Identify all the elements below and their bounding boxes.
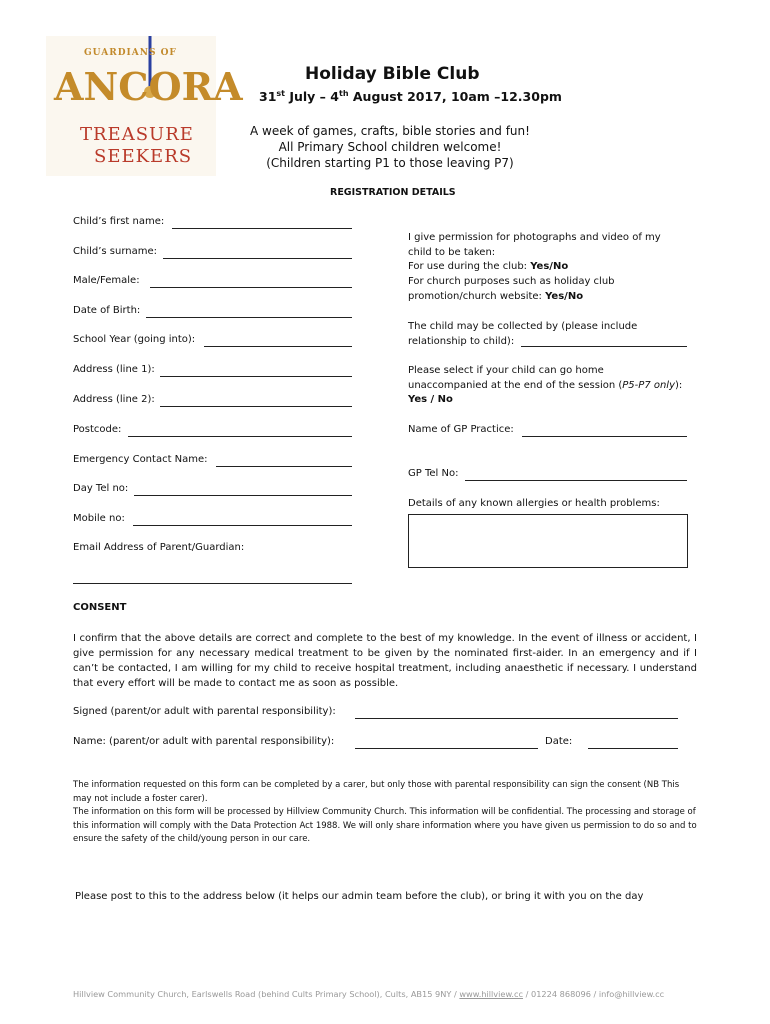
information-notes bbox=[73, 779, 697, 847]
collect-line-2: relationship to child): bbox=[408, 335, 515, 347]
label-postcode: Postcode: bbox=[73, 424, 122, 435]
consent-paragraph: I confirm that the above details are correct and complete to the best of my knowledge. In the event of illness or accident, I give permission for any necessary medical treatment to be given by the nominated first-aider. In an emergency and if I can’t be contacted, I am willing for my child to receive hospital treatment, including anaesthetic if necessary. I understand that every effort will be made to contact me as soon as possible. bbox=[73, 633, 697, 689]
label-school-year: School Year (going into): bbox=[73, 334, 196, 345]
photo-club-choice[interactable]: Yes/No bbox=[530, 261, 569, 273]
label-surname: Child’s surname: bbox=[73, 246, 158, 257]
input-date[interactable] bbox=[588, 748, 678, 749]
photo-church-choice[interactable]: Yes/No bbox=[545, 290, 584, 302]
input-surname[interactable] bbox=[163, 258, 352, 259]
footer bbox=[73, 989, 664, 999]
page-title: Holiday Bible Club bbox=[305, 64, 480, 84]
intro-line-3: (Children starting P1 to those leaving P7) bbox=[266, 156, 514, 170]
label-gp-practice: Name of GP Practice: bbox=[408, 424, 514, 435]
photo-line-5 bbox=[408, 290, 661, 305]
intro-line-1: A week of games, crafts, bible stories and fun! bbox=[250, 124, 530, 138]
label-address-2: Address (line 2): bbox=[73, 394, 155, 405]
input-day-tel[interactable] bbox=[134, 495, 352, 496]
post-note: Please post to this to the address below (it helps our admin team before the club), or bring it with you on the day bbox=[75, 891, 644, 902]
label-emergency-contact: Emergency Contact Name: bbox=[73, 454, 208, 465]
input-address-1[interactable] bbox=[160, 376, 352, 377]
label-date: Date: bbox=[545, 736, 573, 747]
date-sup-st: st bbox=[276, 89, 285, 98]
input-gender[interactable] bbox=[150, 287, 352, 288]
input-dob[interactable] bbox=[146, 317, 352, 318]
collection-permission bbox=[408, 320, 637, 349]
input-emergency-contact[interactable] bbox=[216, 466, 352, 467]
date-day-start: 31 bbox=[259, 89, 277, 105]
home-line-2-end: ): bbox=[675, 379, 683, 391]
logo-text-ancora: ANCORA bbox=[54, 64, 243, 109]
intro-line-2: All Primary School children welcome! bbox=[278, 140, 502, 154]
photo-church-label: promotion/church website: bbox=[408, 290, 546, 302]
label-first-name: Child’s first name: bbox=[73, 216, 165, 227]
input-name[interactable] bbox=[355, 748, 538, 749]
input-collected-by[interactable] bbox=[521, 346, 687, 347]
label-address-1: Address (line 1): bbox=[73, 364, 155, 375]
photo-permission bbox=[408, 231, 661, 305]
input-school-year[interactable] bbox=[204, 346, 352, 347]
club-logo bbox=[46, 36, 243, 176]
footer-address: Hillview Community Church, Earlswells Road (behind Cults Primary School), Cults, AB15 9NY / bbox=[73, 989, 460, 999]
home-line-2 bbox=[408, 379, 682, 394]
input-signature[interactable] bbox=[355, 718, 678, 719]
input-gp-tel[interactable] bbox=[465, 480, 687, 481]
home-choice[interactable]: Yes / No bbox=[408, 394, 453, 406]
info-paragraph-2: The information on this form will be processed by Hillview Community Church. This information will be confidential. The processing and storage of this information will comply with the Data Protection Act 1988. We will only share information where you have given us permission to do so and to ensure the safety of the child/young person in our care. bbox=[73, 807, 697, 844]
input-first-name[interactable] bbox=[172, 228, 352, 229]
logo-text-seekers: SEEKERS bbox=[94, 146, 193, 167]
input-address-2[interactable] bbox=[160, 406, 352, 407]
label-email: Email Address of Parent/Guardian: bbox=[73, 542, 245, 553]
collect-line-1: The child may be collected by (please include bbox=[408, 321, 638, 332]
date-end: August 2017, 10am –12.30pm bbox=[348, 89, 562, 105]
photo-line-4: For church purposes such as holiday club bbox=[408, 276, 615, 288]
footer-contact: / 01224 868096 / info@hillview.cc bbox=[525, 989, 665, 999]
photo-line-3 bbox=[408, 260, 661, 275]
footer-website-link[interactable]: www.hillview.cc bbox=[459, 989, 524, 999]
home-line-1: Please select if your child can go home bbox=[408, 365, 604, 376]
registration-heading: REGISTRATION DETAILS bbox=[330, 187, 456, 198]
label-allergies: Details of any known allergies or health problems: bbox=[408, 498, 660, 509]
consent-heading: CONSENT bbox=[73, 602, 127, 613]
input-gp-practice[interactable] bbox=[522, 436, 687, 437]
label-day-tel: Day Tel no: bbox=[73, 483, 129, 494]
label-gender: Male/Female: bbox=[73, 275, 140, 286]
input-email[interactable] bbox=[73, 583, 352, 584]
input-mobile[interactable] bbox=[133, 525, 352, 526]
event-dates bbox=[259, 89, 562, 104]
logo-text-guardians: GUARDIANS OF bbox=[84, 48, 177, 58]
photo-line-1: I give permission for photographs and video of my bbox=[408, 232, 661, 243]
date-sup-th: th bbox=[339, 89, 349, 98]
intro-text bbox=[230, 123, 550, 171]
label-name: Name: (parent/or adult with parental responsibility): bbox=[73, 736, 335, 747]
label-mobile: Mobile no: bbox=[73, 513, 125, 524]
label-gp-tel: GP Tel No: bbox=[408, 468, 459, 479]
home-age-note: P5-P7 only bbox=[622, 379, 676, 391]
go-home-permission bbox=[408, 364, 682, 408]
label-signed: Signed (parent/or adult with parental responsibility): bbox=[73, 706, 336, 717]
photo-club-label: For use during the club: bbox=[408, 261, 531, 273]
allergies-textbox[interactable] bbox=[408, 514, 688, 568]
photo-line-2: child to be taken: bbox=[408, 246, 496, 258]
info-paragraph-1: The information requested on this form can be completed by a carer, but only those with parental responsibility can sign the consent (NB This may not include a foster carer). bbox=[73, 780, 680, 804]
input-postcode[interactable] bbox=[128, 436, 352, 437]
home-line-2-text: unaccompanied at the end of the session ( bbox=[408, 379, 623, 391]
logo-text-treasure: TREASURE bbox=[80, 124, 194, 145]
label-dob: Date of Birth: bbox=[73, 305, 141, 316]
date-middle: July – 4 bbox=[285, 89, 339, 105]
